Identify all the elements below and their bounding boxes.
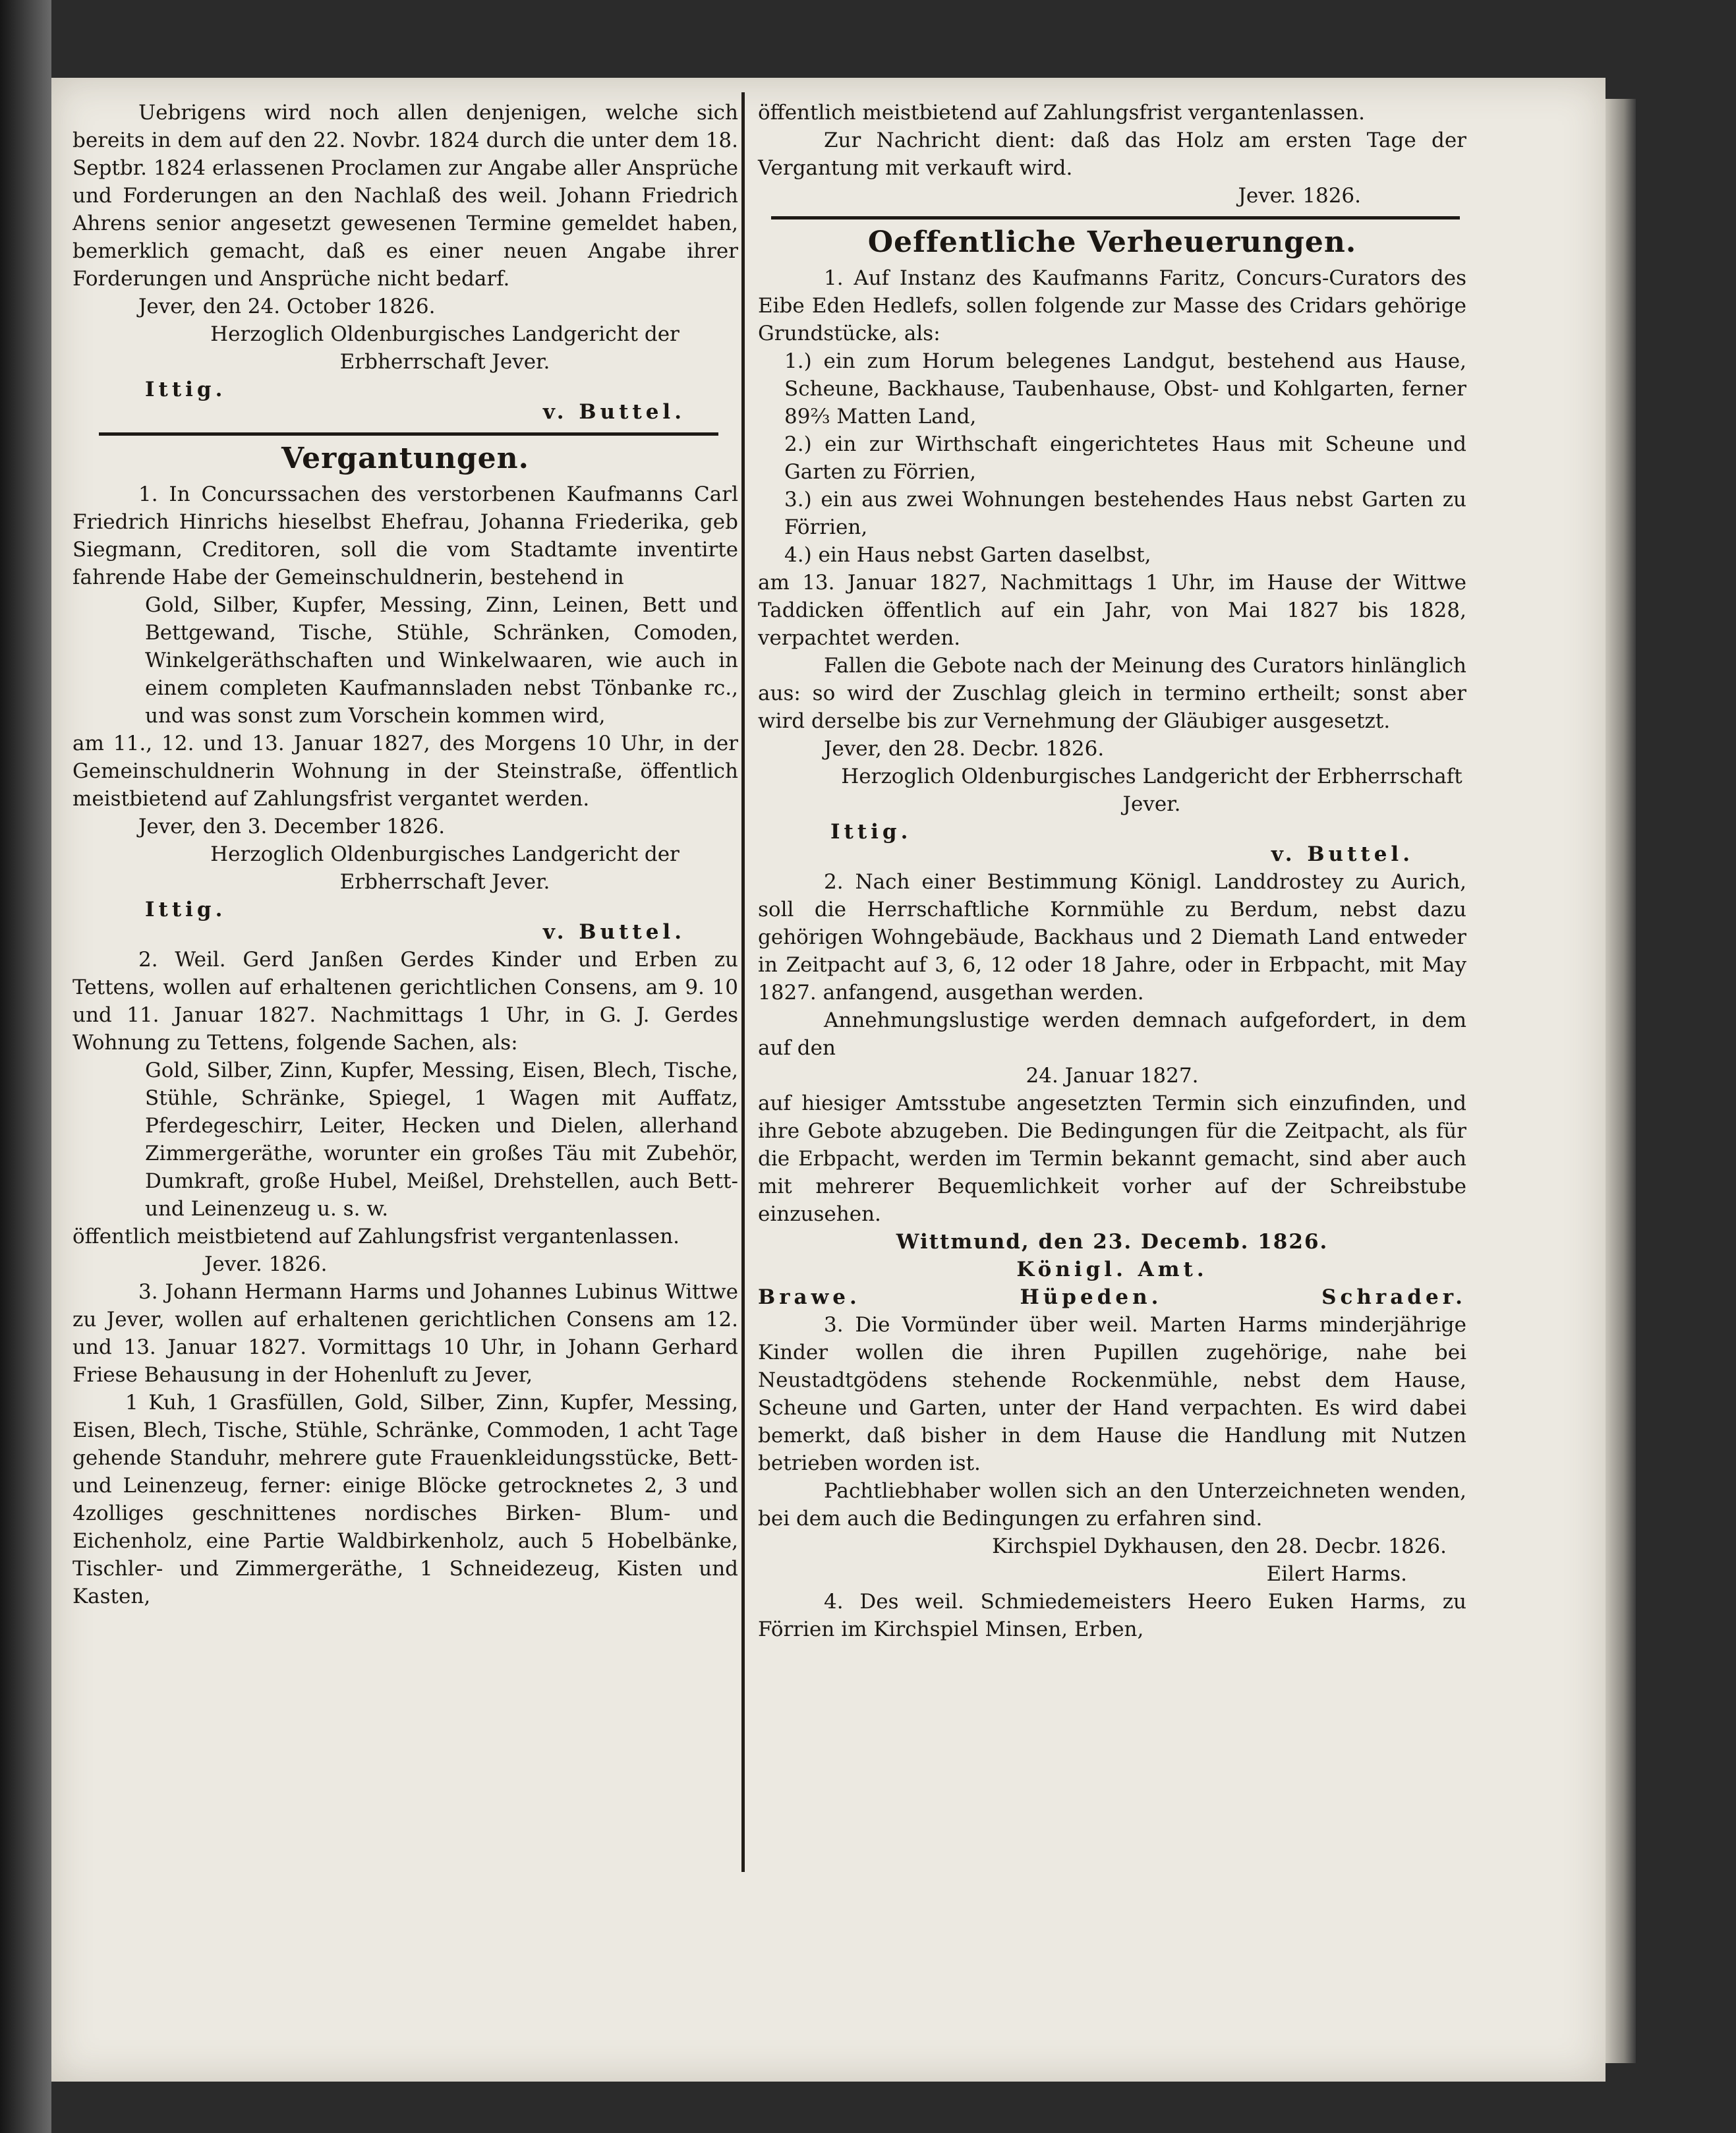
signer-1: Brawe. <box>758 1285 861 1309</box>
item1-goods: Gold, Silber, Kupfer, Messing, Zinn, Leinen, Bett und Bettgewand, Tische, Stühle, Schränken, Comoden, Winkelgeräthschaften und Winkelwaaren, wie auch in einem completen Kaufmannsladen nebst Tönbanke rc., und was sonst zum Vorschein kommen wird, <box>145 593 738 728</box>
item3-goods: 1 Kuh, 1 Grasfüllen, Gold, Silber, Zinn, Kupfer, Messing, Eisen, Blech, Tische, Stühle, Schränke, Commoden, 1 acht Tage gehende Standuhr, mehrere gute Frauenkleidungsstücke, Bett- und Leinenzeug, ferner: einige Blöcke getrocknetes 2, 3 und 4zolliges geschnittenes nordisches Birken- Blum- und Eichenholz, eine Partie Waldbirkenholz, auch 5 Hobelbänke, Tischler- und Zimmergeräthe, 1 Schneidezeug, Kisten und Kasten, <box>72 1391 738 1608</box>
r-item2-rest: auf hiesiger Amtsstube angesetzten Termin sich einzufinden, und ihre Gebote abzugeben. Die Bedingungen für die Zeitpacht, als für die Erbpacht, werden im Termin bekannt gemacht, sind aber auch mit mehrerer Bequemlichkeit vorher auf der Schreibstube einzusehen. <box>758 1092 1466 1226</box>
signer-3: Schrader. <box>1321 1285 1466 1309</box>
intro-court: Herzoglich Oldenburgisches Landgericht der Erbherrschaft Jever. <box>210 322 680 374</box>
item2-date: Jever. 1826. <box>204 1252 328 1276</box>
r-item3-call: Pachtliebhaber wollen sich an den Unterzeichneten wenden, bei dem auch die Bedingungen zu erfahren sind. <box>758 1479 1466 1531</box>
section-title-verheuerungen: Oeffentliche Verheuerungen. <box>867 225 1357 259</box>
r-item1-date: Jever, den 28. Decbr. 1826. <box>824 737 1105 761</box>
r-item1-list-2: 2.) ein zur Wirthschaft eingerichtetes Haus mit Scheune und Garten zu Förrien, <box>784 432 1466 484</box>
item1-sale: am 11., 12. und 13. Januar 1827, des Morgens 10 Uhr, in der Gemeinschuldnerin Wohnung in der Steinstraße, öffentlich meistbietend auf Zahlungsfrist vergantet werden. <box>72 732 738 811</box>
item2-goods: Gold, Silber, Zinn, Kupfer, Messing, Eisen, Blech, Tische, Stühle, Schränke, Spiegel, 1 Wagen mit Auffatz, Pferdegeschirr, Leiter, Hecken und Dielen, allerhand Zimmergeräthe, worunter ein großes Täu mit Zubehör, Dumkraft, große Hubel, Meißel, Drehstellen, auch Bett- und Leinenzeug u. s. w. <box>145 1059 738 1221</box>
intro-paragraph: Uebrigens wird noch allen denjenigen, welche sich bereits in dem auf den 22. Novbr. 1824 durch die unter dem 18. Septbr. 1824 erlassenen Proclamen zur Angabe aller Ansprüche und Forderungen an den Nachlaß des weil. Johann Friedrich Ahrens senior angesetzt gewesenen Termine gemeldet haben, bemerklich gemacht, daß es einer neuen Angabe ihrer Forderungen und Ansprüche nicht bedarf. <box>72 101 738 291</box>
r-item3-text: 3. Die Vormünder über weil. Marten Harms minderjährige Kinder wollen die ihren Pupillen zugehörige, nahe bei Neustadtgödens stehende Rockenmühle, nebst dem Hause, Scheune und Garten, unter der Hand verpachten. Es wird dabei bemerkt, daß bisher in dem Hause die Handlung mit Nutzen betrieben worden ist. <box>758 1313 1466 1475</box>
signature-left: Ittig. <box>145 378 227 401</box>
r-item2-text: 2. Nach einer Bestimmung Königl. Landdrostey zu Aurich, soll die Herrschaftliche Kornmühle zu Berdum, nebst dazu gehörigen Wohngebäude, Backhaus und 2 Diemath Land entweder in Zeitpacht auf 3, 6, 12 oder 18 Jahre, oder in Erbpacht, mit May 1827. anfangend, ausgethan werden. <box>758 870 1466 1005</box>
column-divider <box>741 92 745 1872</box>
signature-left: Ittig. <box>830 820 912 844</box>
item1-court: Herzoglich Oldenburgisches Landgericht der Erbherrschaft Jever. <box>210 842 680 894</box>
signature-right: v. Buttel. <box>1271 842 1414 866</box>
item1-text: 1. In Concurssachen des verstorbenen Kaufmanns Carl Friedrich Hinrichs hieselbst Ehefrau, Johanna Friederika, geb Siegmann, Creditoren, soll die vom Stadtamte inventirte fahrende Habe der Gemeinschuldnerin, bestehend in <box>72 482 738 589</box>
r-item1-sale: am 13. Januar 1827, Nachmittags 1 Uhr, im Hause der Wittwe Taddicken öffentlich auf ein Jahr, von Mai 1827 bis 1828, verpachtet werden. <box>758 571 1466 650</box>
section-rule <box>771 216 1460 219</box>
r-item1-list-4: 4.) ein Haus nebst Garten daselbst, <box>784 543 1151 567</box>
signer-2: Hüpeden. <box>1020 1285 1163 1309</box>
item3-text: 3. Johann Hermann Harms und Johannes Lubinus Wittwe zu Jever, wollen auf erhaltenen gerichtlichen Consens am 12. und 13. Januar 1827. Vormittags 10 Uhr, in Johann Gerhard Friese Behausung in der Hohenluft zu Jever, <box>72 1280 738 1387</box>
section-title-vergantungen: Vergantungen. <box>281 442 529 475</box>
wood-note: Zur Nachricht dient: daß das Holz am ersten Tage der Vergantung mit verkauft wird. <box>758 129 1466 180</box>
r-item2-term: 24. Januar 1827. <box>1026 1064 1199 1088</box>
r-item3-date: Kirchspiel Dykhausen, den 28. Decbr. 1826. <box>992 1534 1447 1558</box>
item2-sale: öffentlich meistbietend auf Zahlungsfrist vergantenlassen. <box>72 1225 680 1248</box>
item2-text: 2. Weil. Gerd Janßen Gerdes Kinder und Erben zu Tettens, wollen auf erhaltenen gerichtlichen Consens, am 9. 10 und 11. Januar 1827. Nachmittags 1 Uhr, in G. J. Gerdes Wohnung zu Tettens, folgende Sachen, als: <box>72 948 738 1055</box>
r-item1-signatures <box>758 818 1466 868</box>
intro-signatures <box>72 376 738 426</box>
r-item2-signers <box>758 1283 1466 1311</box>
intro-date: Jever, den 24. October 1826. <box>138 295 436 318</box>
section-rule <box>99 432 718 436</box>
item1-signatures <box>72 896 738 946</box>
note-date: Jever. 1826. <box>1238 184 1361 208</box>
r-item1-text: 1. Auf Instanz des Kaufmanns Faritz, Concurs-Curators des Eibe Eden Hedlefs, sollen folgende zur Masse des Cridars gehörige Grundstücke, als: <box>758 266 1466 345</box>
item1-date: Jever, den 3. December 1826. <box>138 815 446 838</box>
continued-text: öffentlich meistbietend auf Zahlungsfrist vergantenlassen. <box>758 101 1365 125</box>
r-item2-office: Königl. Amt. <box>1016 1258 1208 1281</box>
r-item1-list-3: 3.) ein aus zwei Wohnungen bestehendes Haus nebst Garten zu Förrien, <box>784 488 1466 539</box>
signature-right: v. Buttel. <box>542 920 685 944</box>
left-column <box>72 99 738 1610</box>
right-column <box>758 99 1466 1643</box>
r-item1-court: Herzoglich Oldenburgisches Landgericht der Erbherrschaft Jever. <box>841 765 1462 816</box>
signature-right: v. Buttel. <box>542 400 685 424</box>
signature-left: Ittig. <box>145 898 227 921</box>
book-gutter <box>0 0 51 2133</box>
r-item2-date: Wittmund, den 23. Decemb. 1826. <box>896 1230 1329 1254</box>
r-item4-text: 4. Des weil. Schmiedemeisters Heero Euken Harms, zu Förrien im Kirchspiel Minsen, Erben, <box>758 1590 1466 1641</box>
r-item2-call: Annehmungslustige werden demnach aufgefordert, in dem auf den <box>758 1008 1466 1060</box>
r-item1-list-1: 1.) ein zum Horum belegenes Landgut, bestehend aus Hause, Scheune, Backhause, Taubenhause, Obst- und Kohlgarten, ferner 89⅔ Matten Land, <box>784 349 1466 428</box>
page-edge <box>1606 99 1636 2063</box>
r-item1-conditions: Fallen die Gebote nach der Meinung des Curators hinlänglich aus: so wird der Zuschlag gleich in termino ertheilt; sonst aber wird derselbe bis zur Vernehmung der Gläubiger ausgesetzt. <box>758 654 1466 733</box>
r-item3-signature: Eilert Harms. <box>1266 1562 1407 1586</box>
